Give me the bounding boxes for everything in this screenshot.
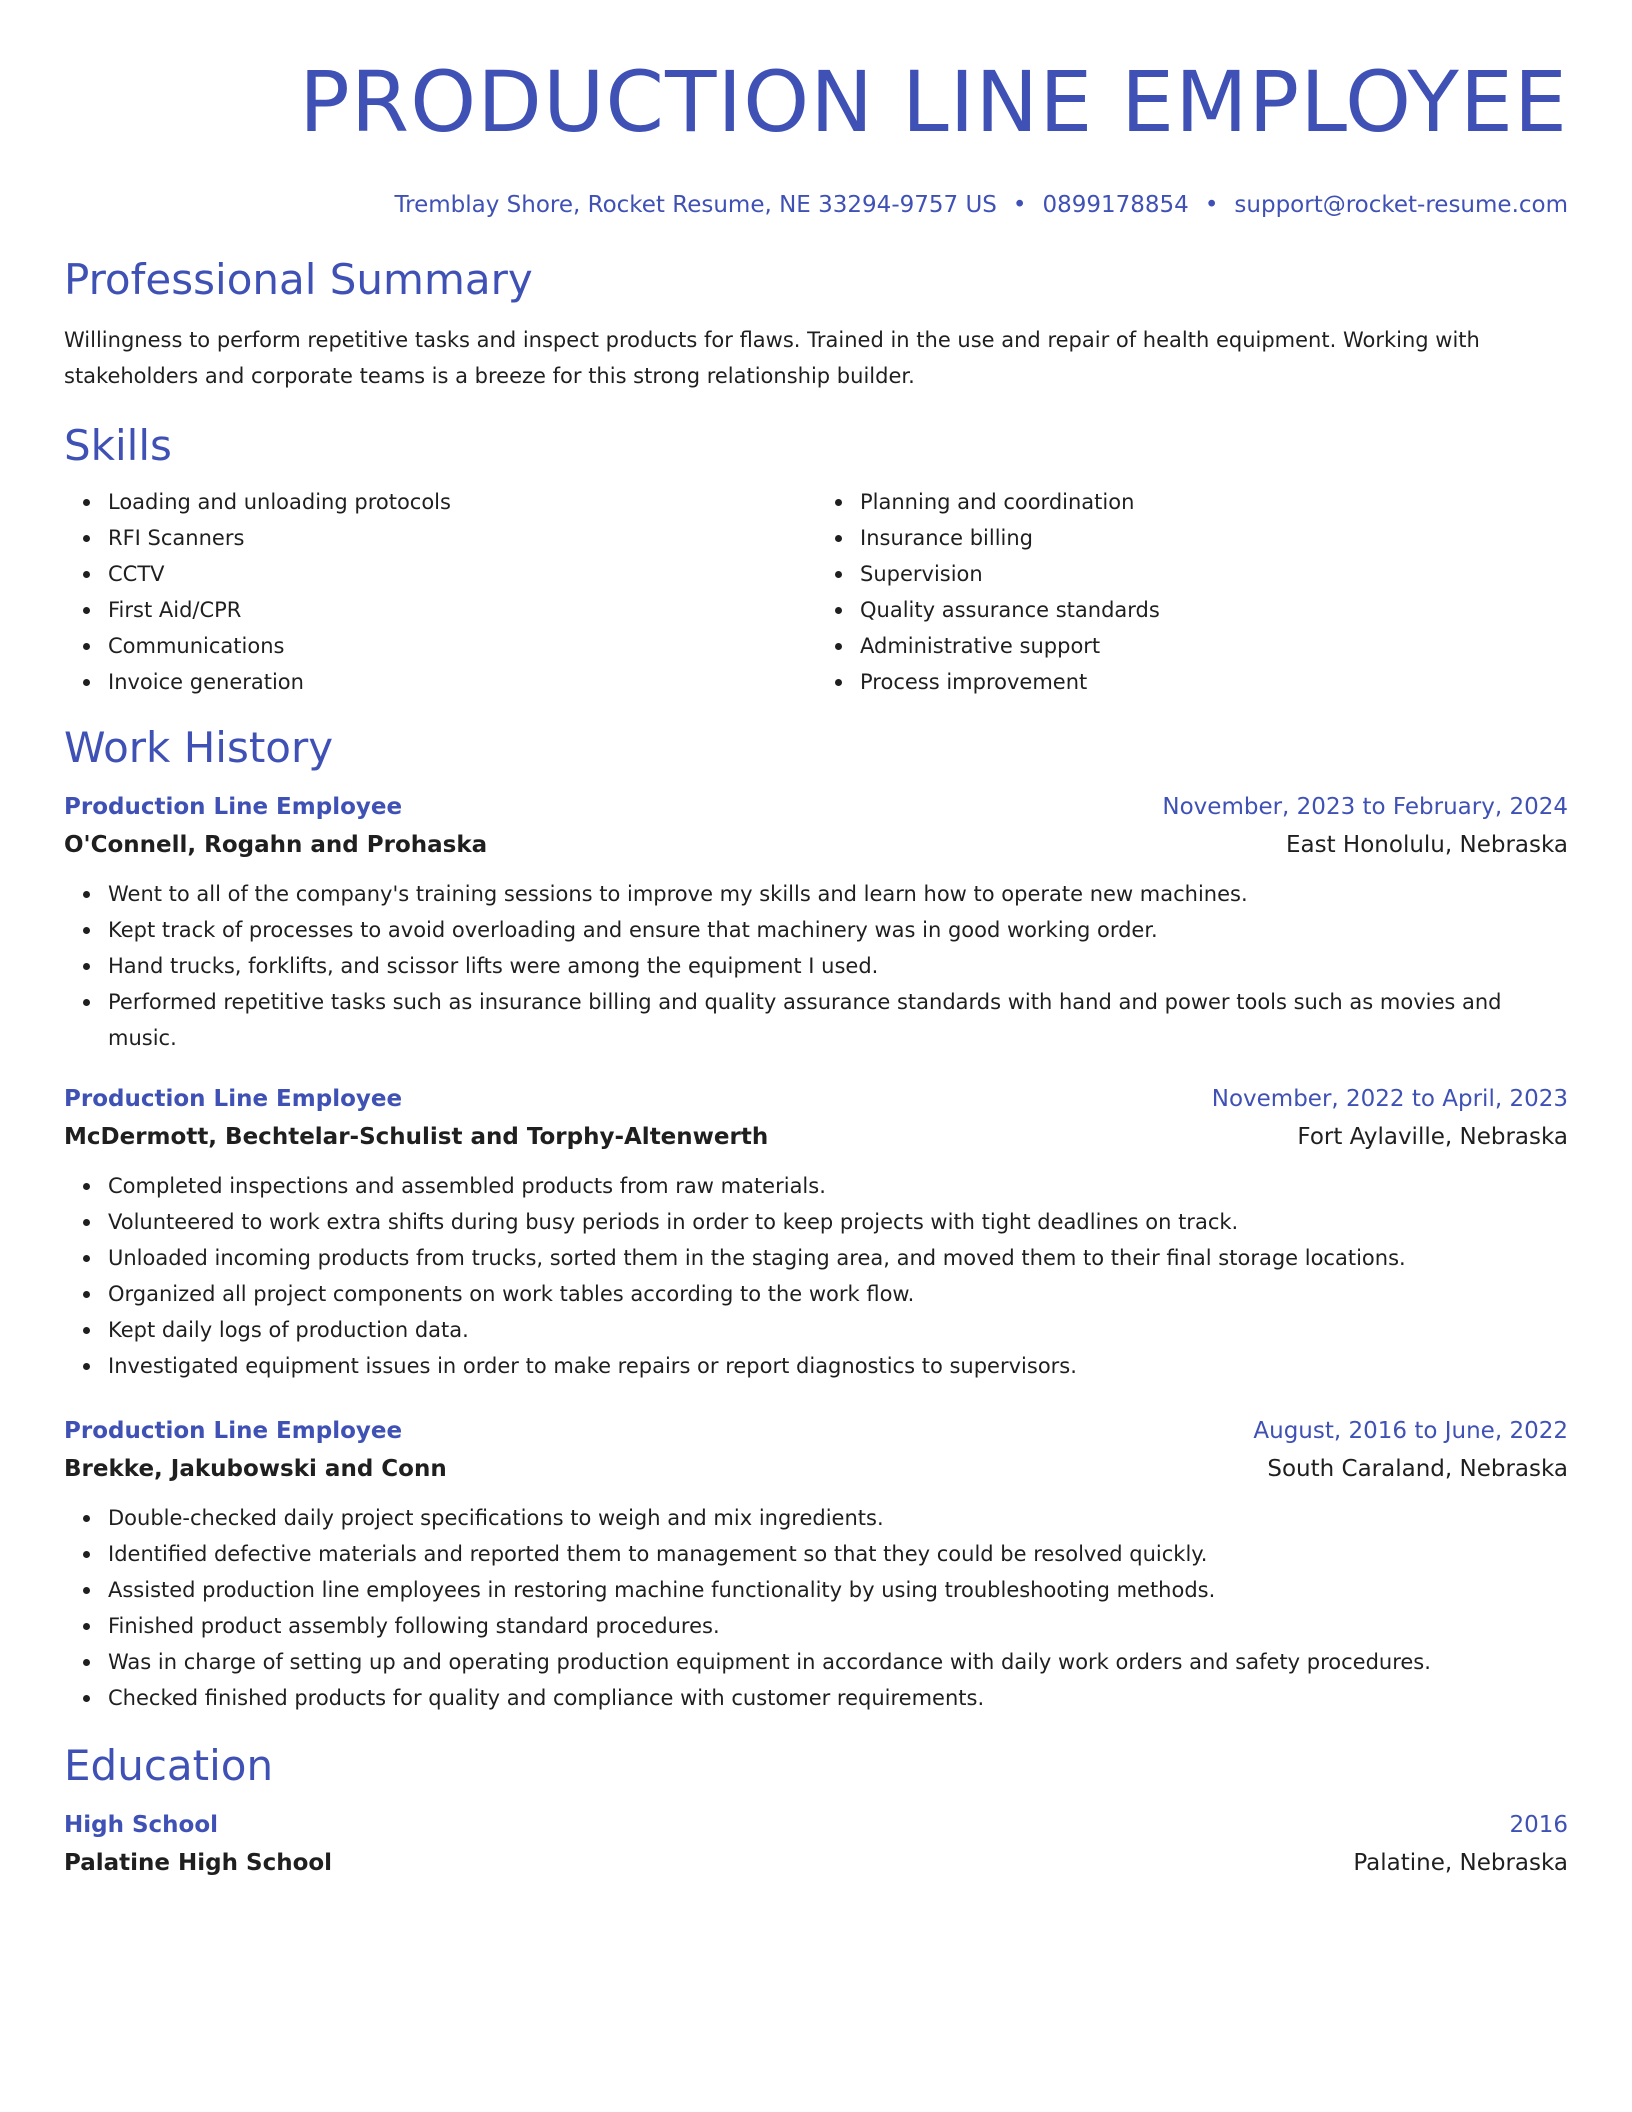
contact-address: Tremblay Shore, Rocket Resume, NE 33294-9757 US (394, 192, 997, 218)
skill-item: Communications (108, 628, 816, 664)
job-bullet: Investigated equipment issues in order to make repairs or report diagnostics to supervisors. (108, 1348, 1558, 1384)
resume-header (64, 0, 1568, 220)
job-bullet: Was in charge of setting up and operating production equipment in accordance with daily work orders and safety procedures. (108, 1644, 1558, 1680)
job-bullets (64, 1168, 1568, 1384)
job-bullet: Checked finished products for quality and compliance with customer requirements. (108, 1680, 1558, 1716)
skills-list (64, 484, 1568, 700)
job-location: Fort Aylaville, Nebraska (1297, 1124, 1568, 1150)
job-bullet: Completed inspections and assembled products from raw materials. (108, 1168, 1558, 1204)
skill-item: First Aid/CPR (108, 592, 816, 628)
job-company: McDermott, Bechtelar-Schulist and Torphy-Altenwerth (64, 1124, 769, 1150)
education-school: Palatine High School (64, 1850, 333, 1876)
job-entry (64, 1080, 1568, 1384)
education-entry (64, 1806, 1568, 1882)
job-bullet: Organized all project components on work tables according to the work flow. (108, 1276, 1558, 1312)
job-bullet: Went to all of the company's training sessions to improve my skills and learn how to operate new machines. (108, 876, 1558, 912)
skills-heading: Skills (64, 421, 172, 470)
education-header-row (64, 1806, 1568, 1844)
job-bullet: Kept track of processes to avoid overloading and ensure that machinery was in good working order. (108, 912, 1558, 948)
skill-item: Supervision (860, 556, 1568, 592)
summary-text: Willingness to perform repetitive tasks and inspect products for flaws. Trained in the use and repair of health equipment. Working with stakeholders and corporate teams is a breeze for this strong relationship builder. (64, 328, 1480, 388)
candidate-title: PRODUCTION LINE EMPLOYEE (299, 53, 1568, 151)
skill-item: Process improvement (860, 664, 1568, 700)
job-bullet: Kept daily logs of production data. (108, 1312, 1558, 1348)
job-header-row (64, 1412, 1568, 1450)
job-bullet: Performed repetitive tasks such as insurance billing and quality assurance standards with hand and power tools such as movies and music. (108, 984, 1558, 1056)
work-history-heading: Work History (64, 723, 334, 772)
skills-column-left (64, 484, 816, 700)
job-bullets (64, 876, 1568, 1056)
skill-item: Quality assurance standards (860, 592, 1568, 628)
skill-item: CCTV (108, 556, 816, 592)
job-dates: November, 2022 to April, 2023 (1211, 1086, 1568, 1112)
job-entry (64, 788, 1568, 1056)
job-header-row (64, 1080, 1568, 1118)
job-location: East Honolulu, Nebraska (1285, 832, 1568, 858)
job-title: Production Line Employee (64, 1418, 403, 1444)
education-heading: Education (64, 1741, 274, 1790)
job-title: Production Line Employee (64, 1086, 403, 1112)
job-bullet: Identified defective materials and reported them to management so that they could be resolved quickly. (108, 1536, 1558, 1572)
contact-phone[interactable]: 0899178854 (1042, 192, 1189, 218)
job-bullet: Unloaded incoming products from trucks, sorted them in the staging area, and moved them to their final storage locations. (108, 1240, 1558, 1276)
contact-line (64, 190, 1568, 220)
education-degree: High School (64, 1812, 219, 1838)
job-bullet: Double-checked daily project specifications to weigh and mix ingredients. (108, 1500, 1558, 1536)
education-location: Palatine, Nebraska (1353, 1850, 1568, 1876)
skill-item: Loading and unloading protocols (108, 484, 816, 520)
skill-item: Invoice generation (108, 664, 816, 700)
contact-email[interactable]: support@rocket-resume.com (1234, 192, 1568, 218)
contact-separator: • (1204, 192, 1219, 218)
job-bullet: Hand trucks, forklifts, and scissor lifts were among the equipment I used. (108, 948, 1558, 984)
job-dates: November, 2023 to February, 2024 (1162, 794, 1568, 820)
job-header-row (64, 788, 1568, 826)
job-company: Brekke, Jakubowski and Conn (64, 1456, 447, 1482)
job-title: Production Line Employee (64, 794, 403, 820)
job-dates: August, 2016 to June, 2022 (1253, 1418, 1568, 1444)
job-company-row (64, 1450, 1568, 1488)
job-entry (64, 1412, 1568, 1716)
job-bullets (64, 1500, 1568, 1716)
education-year: 2016 (1509, 1812, 1568, 1838)
skill-item: Administrative support (860, 628, 1568, 664)
job-location: South Caraland, Nebraska (1267, 1456, 1568, 1482)
job-company-row (64, 1118, 1568, 1156)
job-company: O'Connell, Rogahn and Prohaska (64, 832, 488, 858)
skill-item: Insurance billing (860, 520, 1568, 556)
contact-separator: • (1012, 192, 1027, 218)
job-company-row (64, 826, 1568, 864)
summary-heading: Professional Summary (64, 255, 533, 304)
job-bullet: Volunteered to work extra shifts during busy periods in order to keep projects with tight deadlines on track. (108, 1204, 1558, 1240)
job-bullet: Assisted production line employees in restoring machine functionality by using troubleshooting methods. (108, 1572, 1558, 1608)
education-school-row (64, 1844, 1568, 1882)
job-bullet: Finished product assembly following standard procedures. (108, 1608, 1558, 1644)
skill-item: RFI Scanners (108, 520, 816, 556)
skill-item: Planning and coordination (860, 484, 1568, 520)
skills-column-right (816, 484, 1568, 700)
